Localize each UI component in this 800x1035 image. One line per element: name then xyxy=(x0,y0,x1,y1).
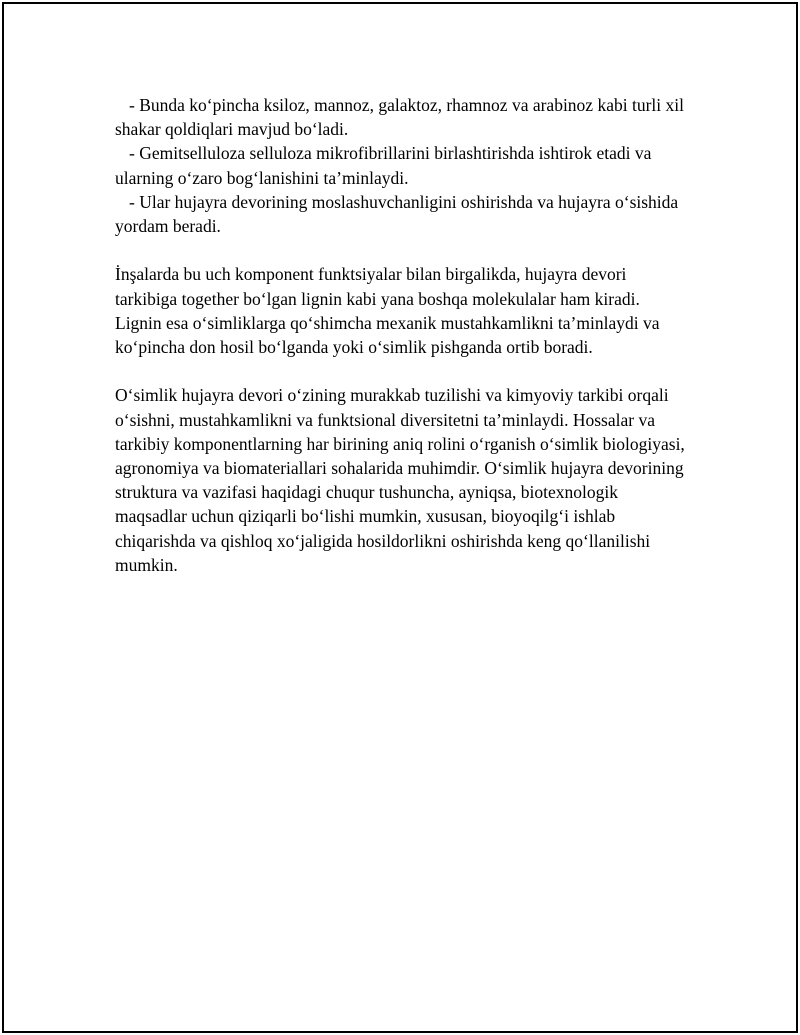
bullet-item: - Gemitselluloza selluloza mikrofibrillarini birlashtirishda ishtirok etadi va ularning oʻzaro bogʻlanishini taʼminlaydi. xyxy=(115,143,652,188)
bullet-item: - Ular hujayra devorining moslashuvchanligini oshirishda va hujayra oʻsishida yordam beradi. xyxy=(115,191,679,237)
paragraph-spacer xyxy=(115,359,690,383)
paragraph-conclusion: Oʻsimlik hujayra devori oʻzining murakkab tuzilishi va kimyoviy tarkibi orqali oʻsishni, mustahkamlikni va funktsional diversitetni taʼminlaydi. Hossalar va tarkibiy komponentlarning har birining aniq rolini oʻrganish oʻsimlik biologiyasi, agronomiya va biomateriallari sohalarida muhimdir. Oʻsimlik hujayra devorining struktura va vazifasi haqidagi chuqur tushuncha, ayniqsa, biotexnologik maqsadlar uchun qiziqarli boʻlishi mumkin, xususan, bioyoqilgʻi ishlab chiqarishda va qishloq xoʻjaligida hosildorlikni oshirishda keng qoʻllanilishi mumkin. xyxy=(115,385,685,575)
paragraph-spacer xyxy=(115,238,690,262)
document-body xyxy=(115,93,690,577)
paragraph-lignin: İnşalarda bu uch komponent funktsiyalar bilan birgalikda, hujayra devori tarkibiga together boʻlgan lignin kabi yana boshqa molekulalar ham kiradi. Lignin esa oʻsimliklarga qoʻshimcha mexanik mustahkamlikni taʼminlaydi va koʻpincha don hosil boʻlganda yoki oʻsimlik pishganda ortib boradi. xyxy=(115,264,660,358)
bullet-item: - Bunda koʻpincha ksiloz, mannoz, galaktoz, rhamnoz va arabinoz kabi turli xil shakar qoldiqlari mavjud boʻladi. xyxy=(115,95,684,140)
